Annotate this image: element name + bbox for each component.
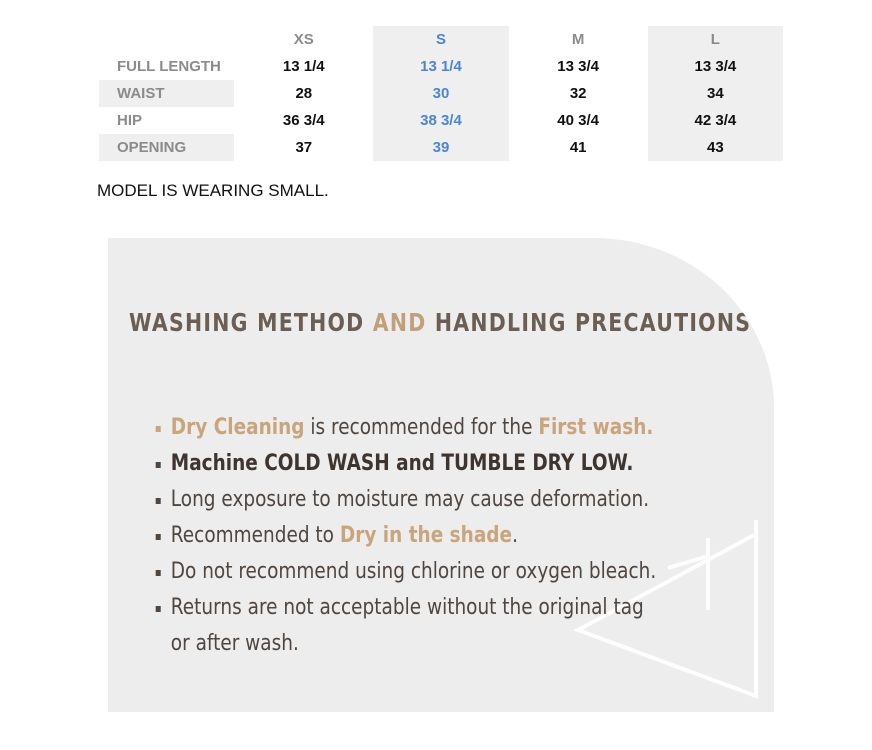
row-label: FULL LENGTH (117, 58, 221, 75)
size-value: 32 (569, 85, 587, 102)
care-item-machine-wash: Machine COLD WASH and TUMBLE DRY LOW. (154, 446, 656, 482)
care-title (129, 308, 751, 337)
care-item-returns (154, 590, 656, 662)
row-label: OPENING (99, 134, 234, 161)
size-row-waist (99, 80, 783, 107)
model-size-note: MODEL IS WEARING SMALL. (97, 181, 329, 200)
size-value: 40 3/4 (557, 112, 600, 129)
highlight-text: Dry in the shade (339, 523, 513, 548)
care-title-part2: HANDLING PRECAUTIONS (426, 308, 752, 337)
care-title-part1: WASHING METHOD (129, 308, 373, 337)
size-value: 13 3/4 (557, 58, 600, 75)
size-chart-table (97, 26, 785, 161)
care-title-accent: AND (372, 308, 427, 337)
highlight-text: First wash. (538, 415, 654, 440)
care-item-bleach: Do not recommend using chlorine or oxygen bleach. (154, 554, 656, 590)
care-item-dry-shade (154, 518, 656, 554)
care-list (154, 410, 656, 662)
size-value: 38 3/4 (373, 107, 508, 134)
care-text: . (512, 523, 518, 548)
care-text: is recommended for the (304, 415, 539, 440)
size-row-opening (99, 134, 783, 161)
size-col-l: L (648, 26, 783, 53)
size-row-full-length (99, 53, 783, 80)
size-col-s: S (373, 26, 508, 53)
size-value: 34 (648, 80, 783, 107)
care-text: or after wash. (170, 631, 299, 656)
care-text: Returns are not acceptable without the original tag (170, 595, 644, 620)
size-header-row (99, 26, 783, 53)
row-label: WAIST (99, 80, 234, 107)
care-item-dry-cleaning (154, 410, 656, 446)
size-value: 43 (648, 134, 783, 161)
size-value: 39 (373, 134, 508, 161)
size-col-m: M (571, 31, 585, 48)
size-col-xs: XS (293, 31, 314, 48)
size-value: 41 (569, 139, 587, 156)
row-label: HIP (117, 112, 143, 129)
size-value: 37 (295, 139, 313, 156)
care-item-moisture: Long exposure to moisture may cause deformation. (154, 482, 656, 518)
highlight-text: Dry Cleaning (170, 415, 305, 440)
corner-cell (99, 26, 234, 53)
size-value: 30 (373, 80, 508, 107)
size-value: 13 1/4 (373, 53, 508, 80)
size-row-hip (99, 107, 783, 134)
care-instructions-panel (108, 238, 774, 712)
size-value: 36 3/4 (282, 112, 325, 129)
size-value: 42 3/4 (648, 107, 783, 134)
size-value: 28 (295, 85, 313, 102)
care-text: Recommended to (170, 523, 340, 548)
size-value: 13 3/4 (648, 53, 783, 80)
size-value: 13 1/4 (282, 58, 325, 75)
